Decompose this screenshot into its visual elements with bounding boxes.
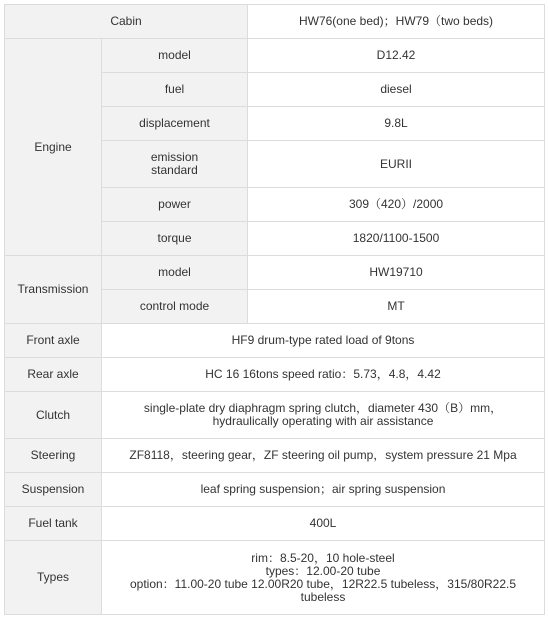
types-label: Types (5, 541, 102, 615)
engine-model-key: model (102, 39, 248, 73)
emission-key-line2: standard (151, 163, 198, 177)
types-value (102, 541, 545, 615)
types-line2: types：12.00-20 tube (265, 563, 381, 578)
row-steering (5, 439, 545, 473)
spec-table (4, 4, 545, 615)
row-types (5, 541, 545, 615)
row-cabin (5, 5, 545, 39)
clutch-line2: hydraulically operating with air assistance (212, 414, 434, 428)
front-axle-label: Front axle (5, 324, 102, 358)
fuel-tank-value: 400L (102, 507, 545, 541)
emission-key-line1: emission (150, 150, 199, 164)
row-clutch (5, 392, 545, 439)
transmission-control-value: MT (248, 290, 545, 324)
engine-label: Engine (5, 39, 102, 256)
engine-torque-value: 1820/1100-1500 (248, 222, 545, 256)
clutch-label: Clutch (5, 392, 102, 439)
steering-value: ZF8118，steering gear，ZF steering oil pump，system pressure 21 Mpa (102, 439, 545, 473)
rear-axle-value: HC 16 16tons speed ratio：5.73，4.8，4.42 (102, 358, 545, 392)
clutch-value (102, 392, 545, 439)
fuel-tank-label: Fuel tank (5, 507, 102, 541)
types-line1: rim：8.5-20，10 hole-steel (251, 550, 395, 565)
engine-emission-value: EURII (248, 141, 545, 188)
row-rear-axle (5, 358, 545, 392)
cabin-label: Cabin (5, 5, 248, 39)
transmission-control-key: control mode (102, 290, 248, 324)
engine-power-value: 309（420）/2000 (248, 188, 545, 222)
transmission-model-key: model (102, 256, 248, 290)
engine-displacement-key: displacement (102, 107, 248, 141)
row-front-axle (5, 324, 545, 358)
row-fuel-tank (5, 507, 545, 541)
types-line3: option：11.00-20 tube 12.00R20 tube，12R22.5 tubeless，315/80R22.5 (129, 576, 517, 591)
engine-fuel-key: fuel (102, 73, 248, 107)
steering-label: Steering (5, 439, 102, 473)
engine-model-value: D12.42 (248, 39, 545, 73)
row-transmission-model (5, 256, 545, 290)
transmission-model-value: HW19710 (248, 256, 545, 290)
types-line4: tubeless (300, 589, 346, 604)
transmission-label: Transmission (5, 256, 102, 324)
engine-power-key: power (102, 188, 248, 222)
engine-emission-key (102, 141, 248, 188)
row-engine-model (5, 39, 545, 73)
clutch-line1: single-plate dry diaphragm spring clutch，diameter 430（B）mm， (143, 401, 503, 415)
engine-torque-key: torque (102, 222, 248, 256)
suspension-label: Suspension (5, 473, 102, 507)
rear-axle-label: Rear axle (5, 358, 102, 392)
engine-fuel-value: diesel (248, 73, 545, 107)
row-suspension (5, 473, 545, 507)
suspension-value: leaf spring suspension；air spring suspension (102, 473, 545, 507)
engine-displacement-value: 9.8L (248, 107, 545, 141)
cabin-value: HW76(one bed)；HW79（two beds) (248, 5, 545, 39)
front-axle-value: HF9 drum-type rated load of 9tons (102, 324, 545, 358)
